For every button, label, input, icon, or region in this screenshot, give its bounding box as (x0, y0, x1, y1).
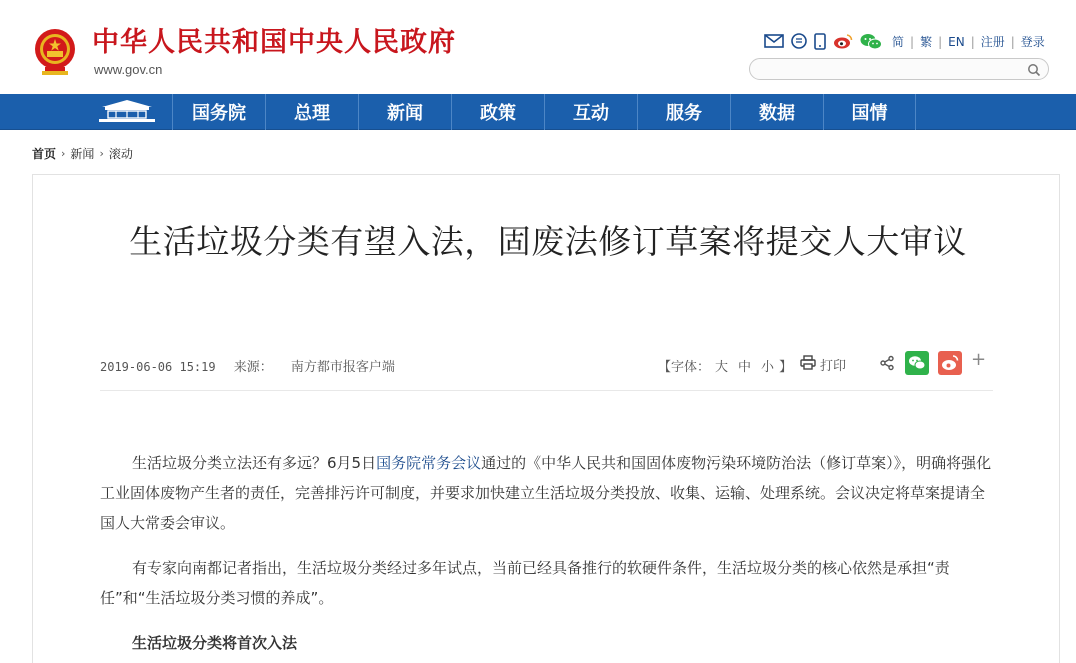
font-size-large[interactable]: 大 (715, 360, 729, 375)
article-source: 南方都市报客户端 (290, 360, 395, 375)
search-icon[interactable] (1027, 62, 1041, 76)
site-header (0, 0, 1076, 94)
weibo-share-icon[interactable] (938, 351, 962, 375)
font-label-open: 【字体： (658, 360, 711, 375)
link-login[interactable]: 登录 (1020, 35, 1045, 49)
mobile-icon[interactable] (814, 33, 826, 50)
nav-item-news[interactable]: 新闻 (358, 94, 451, 130)
article-title: 生活垃圾分类有望入法，固废法修订草案将提交人大审议 (129, 222, 967, 261)
share-icon[interactable] (875, 351, 899, 375)
article-datetime: 2019-06-06 15:19 (100, 360, 216, 374)
article-paragraph-1 (100, 448, 993, 538)
link-separator: | (970, 34, 975, 49)
national-emblem[interactable] (32, 27, 78, 77)
article-subheading: 生活垃圾分类将首次入法 (132, 634, 298, 652)
link-separator: | (910, 34, 915, 49)
nav-item-data[interactable]: 数据 (730, 94, 823, 130)
plus-icon[interactable]: + (971, 349, 987, 370)
article-container (32, 174, 1060, 663)
nav-items (172, 94, 916, 130)
breadcrumb-news[interactable]: 新闻 (70, 147, 95, 161)
chevron-right-icon: › (99, 147, 104, 160)
state-council-meeting-link[interactable]: 国务院常务会议 (376, 454, 482, 472)
breadcrumb (32, 145, 133, 162)
nav-item-state-council[interactable]: 国务院 (172, 94, 265, 130)
print-button[interactable] (800, 355, 846, 374)
top-icon-bar (764, 32, 882, 50)
link-simplified[interactable]: 简 (892, 35, 905, 49)
link-english[interactable]: EN (948, 34, 965, 49)
link-separator: | (1010, 34, 1015, 49)
top-links (892, 33, 1045, 50)
nav-item-interaction[interactable]: 互动 (544, 94, 637, 130)
breadcrumb-rolling[interactable]: 滚动 (108, 147, 133, 161)
font-label-close: 】 (779, 360, 793, 375)
font-size-small[interactable]: 小 (761, 360, 775, 375)
article-meta (100, 356, 395, 375)
nav-item-services[interactable]: 服务 (637, 94, 730, 130)
main-nav (0, 94, 1076, 130)
paragraph-1-text-after: 通过的《中华人民共和国固体废物污染环境防治法（修订草案）》，明确将强化工业固体废物产生者的责任，完善排污许可制度，并要求加快建立生活垃圾分类投放、收集、运输、处理系统。会议决定将草案提请全国人大常委会审议。 (100, 454, 992, 532)
site-title[interactable]: 中华人民共和国中央人民政府 (92, 27, 456, 58)
article-paragraph-2: 有专家向南都记者指出，生活垃圾分类经过多年试点，当前已经具备推行的软硬件条件，生活垃圾分类的核心依然是承担“责任”和“生活垃圾分类习惯的养成”。 (100, 559, 950, 607)
mail-icon[interactable] (764, 34, 784, 48)
site-url[interactable]: www.gov.cn (94, 62, 163, 77)
source-label: 来源： (233, 360, 273, 375)
font-size-medium[interactable]: 中 (738, 360, 752, 375)
font-size-control (658, 356, 792, 375)
wechat-icon[interactable] (860, 33, 882, 50)
link-register[interactable]: 注册 (980, 35, 1005, 49)
chevron-right-icon: › (61, 147, 66, 160)
search-box (749, 58, 1049, 80)
link-separator: | (938, 34, 943, 49)
message-icon[interactable] (791, 33, 807, 49)
nav-item-policies[interactable]: 政策 (451, 94, 544, 130)
wechat-share-icon[interactable] (905, 351, 929, 375)
nav-item-premier[interactable]: 总理 (265, 94, 358, 130)
nav-item-national-profile[interactable]: 国情 (823, 94, 916, 130)
print-icon (800, 355, 816, 374)
paragraph-1-text-before: 生活垃圾分类立法还有多远？6月5日 (132, 454, 377, 472)
search-input[interactable] (760, 61, 1020, 77)
weibo-icon[interactable] (833, 33, 853, 49)
breadcrumb-home[interactable]: 首页 (32, 147, 57, 161)
print-label: 打印 (820, 359, 847, 374)
home-gate-icon[interactable] (82, 94, 172, 130)
link-traditional[interactable]: 繁 (920, 35, 933, 49)
meta-divider (100, 390, 993, 391)
